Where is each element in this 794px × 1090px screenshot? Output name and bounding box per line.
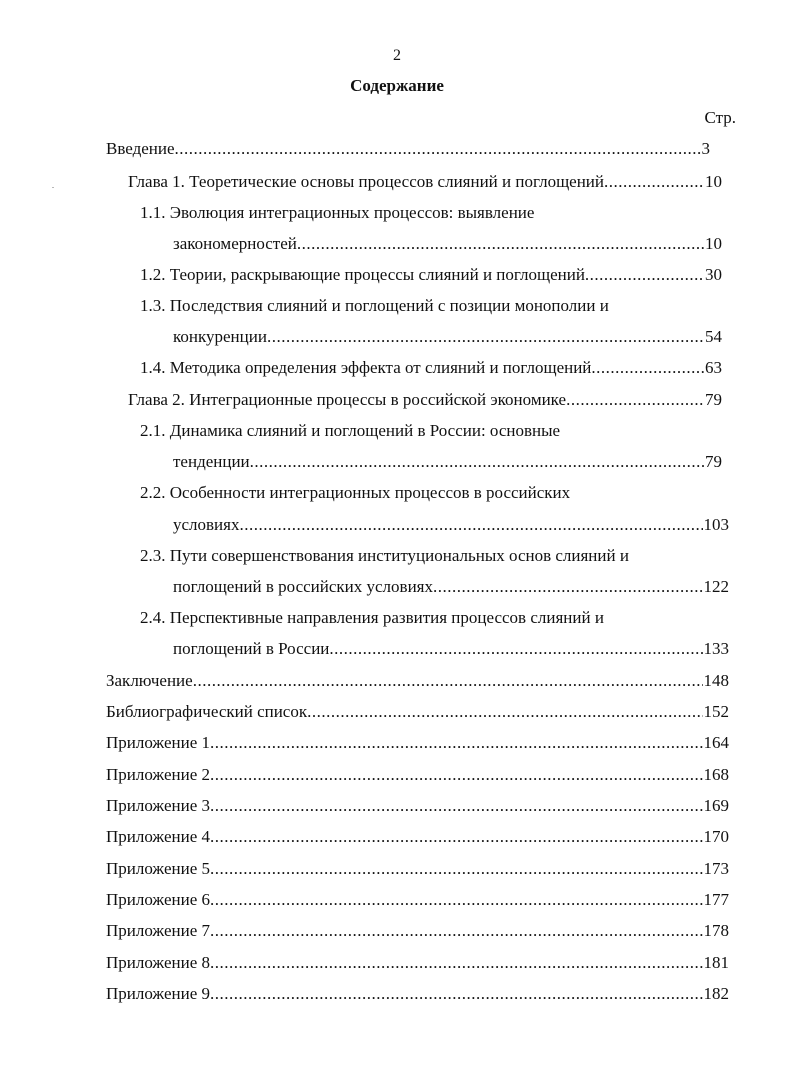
toc-entry-chapter-2[interactable] (128, 388, 722, 412)
leader-dots (250, 450, 704, 474)
toc-entry-label: Приложение 9 (106, 984, 210, 1003)
toc-entry-2-2-line1[interactable]: 2.2. Особенности интеграционных процессов в российских (140, 483, 571, 502)
toc-entry-page: 177 (703, 890, 729, 909)
toc-entry-appendix-8[interactable] (106, 951, 729, 975)
toc-entry-1-1[interactable] (173, 232, 722, 256)
leader-dots (604, 170, 704, 194)
leader-dots (210, 794, 703, 818)
toc-entry-page: 10 (705, 234, 722, 253)
toc-entry-appendix-2[interactable] (106, 763, 729, 787)
toc-entry-page: 79 (705, 452, 722, 471)
toc-entry-appendix-3[interactable] (106, 794, 729, 818)
toc-entry-page: 170 (703, 827, 729, 846)
leader-dots (566, 388, 704, 412)
leader-dots (210, 982, 703, 1006)
toc-entry-page: 30 (705, 265, 722, 284)
toc-entry-appendix-4[interactable] (106, 825, 729, 849)
toc-entry-page: 182 (703, 984, 729, 1003)
leader-dots (210, 763, 703, 787)
leader-dots (307, 700, 702, 724)
toc-entry-page: 148 (703, 671, 729, 690)
toc-entry-page: 133 (703, 639, 729, 658)
leader-dots (175, 137, 701, 161)
leader-dots (267, 325, 704, 349)
page-column-label: Стр. (704, 108, 736, 127)
leader-dots (585, 263, 704, 287)
toc-entry-intro[interactable] (106, 137, 710, 161)
toc-entry-label: Приложение 7 (106, 921, 210, 940)
toc-entry-page: 178 (703, 921, 729, 940)
toc-entry-label: поглощений в России (173, 639, 330, 658)
toc-entry-2-3[interactable] (173, 575, 729, 599)
toc-entry-page: 3 (701, 139, 710, 158)
toc-entry-2-4[interactable] (173, 637, 729, 661)
page-number: 2 (393, 47, 401, 64)
toc-entry-page: 169 (703, 796, 729, 815)
toc-entry-chapter-1[interactable] (128, 170, 722, 194)
toc-entry-2-4-line1[interactable]: 2.4. Перспективные направления развития процессов слияний и (140, 608, 604, 627)
toc-entry-1-3[interactable] (173, 325, 722, 349)
toc-entry-label: Глава 2. Интеграционные процессы в российской экономике (128, 390, 567, 409)
toc-entry-conclusion[interactable] (106, 669, 729, 693)
toc-entry-label: Приложение 3 (106, 796, 210, 815)
toc-entry-1-3-line1[interactable]: 1.3. Последствия слияний и поглощений с позиции монополии и (140, 296, 609, 315)
leader-dots (210, 731, 703, 755)
toc-entry-appendix-9[interactable] (106, 982, 729, 1006)
toc-entry-1-2[interactable] (140, 263, 722, 287)
leader-dots (591, 356, 704, 380)
toc-entry-label: 1.2. Теории, раскрывающие процессы слияний и поглощений (140, 265, 585, 284)
toc-entry-page: 10 (705, 172, 722, 191)
leader-dots (329, 637, 702, 661)
toc-entry-appendix-6[interactable] (106, 888, 729, 912)
toc-entry-label: Приложение 1 (106, 733, 210, 752)
toc-entry-label: тенденции (173, 452, 250, 471)
toc-entry-appendix-7[interactable] (106, 919, 729, 943)
toc-entry-page: 173 (703, 859, 729, 878)
leader-dots (210, 857, 703, 881)
toc-entry-label: конкуренции (173, 327, 267, 346)
leader-dots (210, 888, 703, 912)
toc-entry-bibliography[interactable] (106, 700, 729, 724)
toc-entry-page: 164 (703, 733, 729, 752)
toc-entry-label: Заключение (106, 671, 193, 690)
toc-entry-label: Приложение 6 (106, 890, 210, 909)
leader-dots (433, 575, 703, 599)
leader-dots (297, 232, 704, 256)
toc-entry-label: 1.4. Методика определения эффекта от слияний и поглощений (140, 358, 592, 377)
toc-entry-2-1-line1[interactable]: 2.1. Динамика слияний и поглощений в России: основные (140, 421, 561, 440)
toc-entry-label: Приложение 2 (106, 765, 210, 784)
leader-dots (210, 825, 703, 849)
toc-entry-2-1[interactable] (173, 450, 722, 474)
toc-entry-page: 122 (703, 577, 729, 596)
toc-entry-page: 152 (703, 702, 729, 721)
toc-entry-page: 168 (703, 765, 729, 784)
toc-entry-label: поглощений в российских условиях (173, 577, 433, 596)
page-title: Содержание (350, 76, 444, 95)
scan-mark: . (52, 181, 54, 190)
toc-entry-1-1-line1[interactable]: 1.1. Эволюция интеграционных процессов: выявление (140, 203, 535, 222)
toc-entry-page: 63 (705, 358, 722, 377)
toc-entry-label: Глава 1. Теоретические основы процессов слияний и поглощений (128, 172, 604, 191)
toc-entry-label: условиях (173, 515, 240, 534)
toc-entry-label: Приложение 8 (106, 953, 210, 972)
toc-entry-page: 54 (705, 327, 722, 346)
toc-entry-page: 103 (703, 515, 729, 534)
leader-dots (210, 919, 703, 943)
toc-entry-appendix-1[interactable] (106, 731, 729, 755)
toc-entry-page: 79 (705, 390, 722, 409)
leader-dots (239, 513, 702, 537)
toc-entry-label: Введение (106, 139, 175, 158)
toc-entry-appendix-5[interactable] (106, 857, 729, 881)
toc-entry-label: Приложение 5 (106, 859, 210, 878)
toc-entry-2-2[interactable] (173, 513, 729, 537)
leader-dots (210, 951, 703, 975)
toc-entry-page: 181 (703, 953, 729, 972)
toc-entry-label: закономерностей (173, 234, 297, 253)
toc-entry-2-3-line1[interactable]: 2.3. Пути совершенствования институциональных основ слияний и (140, 546, 629, 565)
toc-entry-1-4[interactable] (140, 356, 722, 380)
toc-entry-label: Приложение 4 (106, 827, 210, 846)
leader-dots (193, 669, 703, 693)
toc-entry-label: Библиографический список (106, 702, 308, 721)
